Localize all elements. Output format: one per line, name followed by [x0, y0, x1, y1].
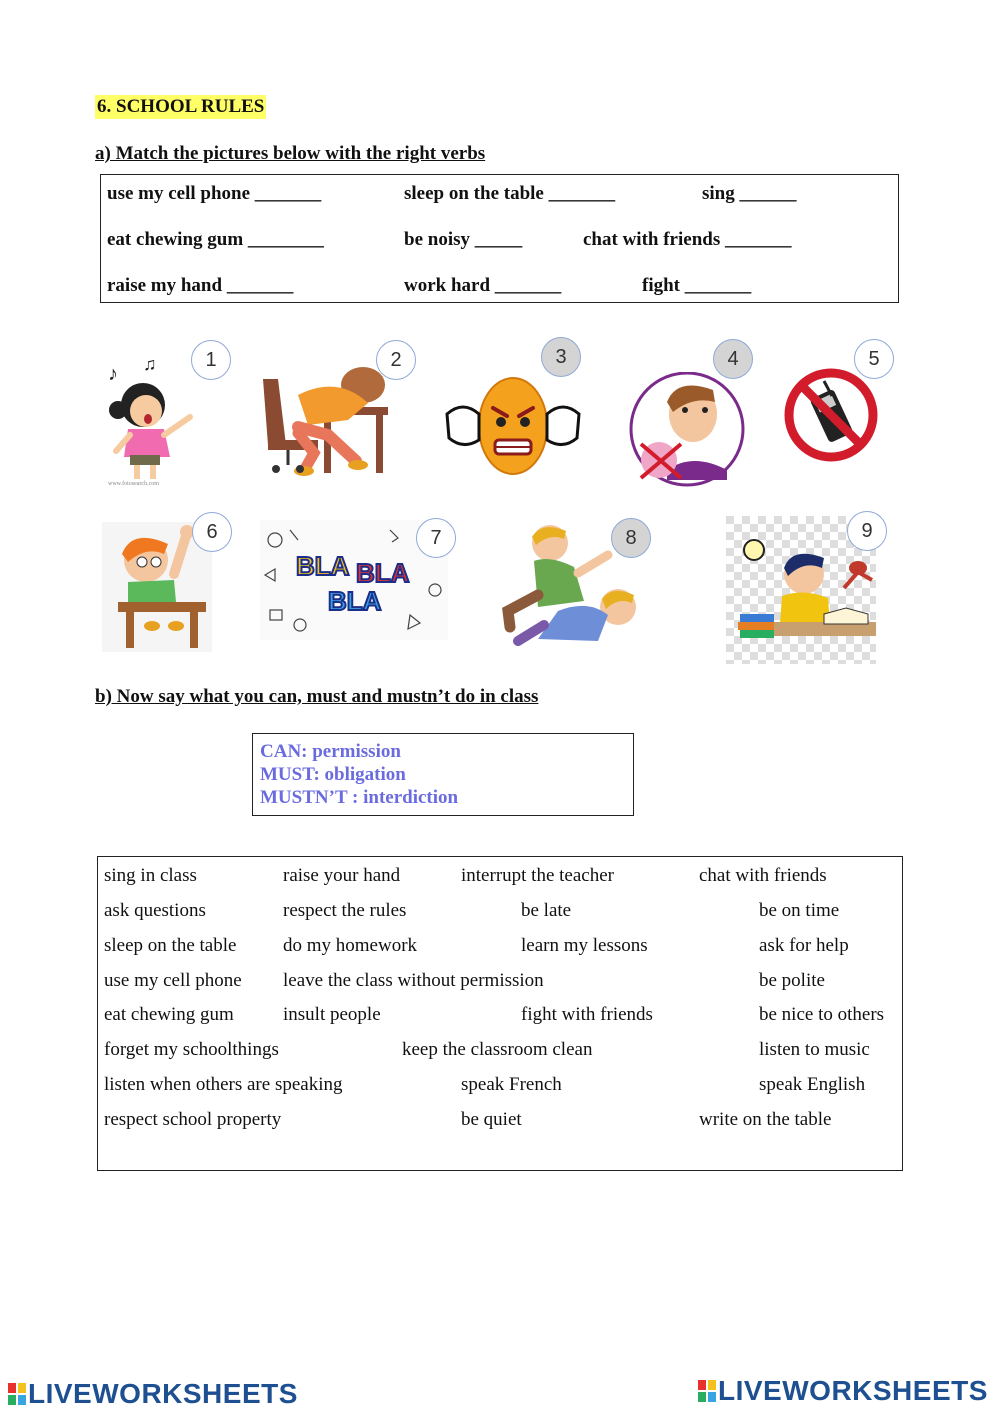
svg-text:www.fotosearch.com: www.fotosearch.com: [108, 481, 159, 487]
legend-must: MUST: obligation: [260, 764, 406, 785]
page-title: 6. SCHOOL RULES: [97, 96, 265, 117]
svg-text:♪: ♪: [108, 363, 118, 385]
section-b-heading: b) Now say what you can, must and mustn’t do in class: [95, 686, 539, 707]
picture-number: 5: [854, 339, 894, 379]
phrase-item: insult people: [283, 1004, 381, 1025]
picture-number: 1: [191, 340, 231, 380]
picture-number: 8: [611, 518, 651, 558]
liveworksheets-logo-left: [8, 1378, 298, 1410]
verb-item: sing ______: [702, 183, 797, 204]
svg-text:BLA: BLA: [296, 551, 350, 581]
liveworksheets-logo-right: [698, 1375, 988, 1407]
picture-number: 9: [847, 511, 887, 551]
phrase-item: fight with friends: [521, 1004, 653, 1025]
phrase-item: keep the classroom clean: [402, 1039, 593, 1060]
verb-item: chat with friends _______: [583, 229, 792, 250]
phrase-item: be late: [521, 900, 572, 921]
no-chewing-gum-icon: [627, 372, 747, 487]
phrases-box: [97, 856, 903, 1171]
phrase-item: be nice to others: [759, 1004, 885, 1025]
picture-number: 4: [713, 339, 753, 379]
phrase-item: be polite: [759, 970, 825, 991]
verb-item: raise my hand _______: [107, 275, 294, 296]
phrase-item: eat chewing gum: [104, 1004, 234, 1025]
verb-item: be noisy _____: [404, 229, 523, 250]
verb-item: fight _______: [642, 275, 752, 296]
phrase-item: listen when others are speaking: [104, 1074, 343, 1095]
phrase-item: sleep on the table: [104, 935, 237, 956]
no-cell-phone-icon: [782, 366, 880, 464]
phrase-item: listen to music: [759, 1039, 870, 1060]
phrase-item: ask questions: [104, 900, 206, 921]
phrase-item: respect the rules: [283, 900, 407, 921]
verb-item: use my cell phone _______: [107, 183, 322, 204]
svg-text:BLA: BLA: [328, 586, 382, 616]
phrase-item: forget my schoolthings: [104, 1039, 279, 1060]
phrase-item: use my cell phone: [104, 970, 242, 991]
picture-number: 3: [541, 337, 581, 377]
phrase-item: respect school property: [104, 1109, 282, 1130]
phrase-item: speak English: [759, 1074, 866, 1095]
picture-number: 7: [416, 518, 456, 558]
phrase-item: leave the class without permission: [283, 970, 544, 991]
liveworksheets-mark-icon: [8, 1383, 26, 1405]
phrase-item: chat with friends: [699, 865, 827, 886]
phrase-item: learn my lessons: [521, 935, 648, 956]
liveworksheets-mark-icon: [698, 1380, 716, 1402]
verb-item: eat chewing gum ________: [107, 229, 324, 250]
modal-legend-box: [252, 733, 634, 816]
verbs-box: [100, 174, 899, 303]
picture-number: 6: [192, 512, 232, 552]
svg-text:BLA: BLA: [356, 558, 410, 588]
verb-item: sleep on the table _______: [404, 183, 616, 204]
legend-can: CAN: permission: [260, 741, 401, 762]
noisy-angry-face-icon: [443, 370, 583, 482]
singing-girl-icon: [98, 355, 213, 487]
picture-number: 2: [376, 340, 416, 380]
verb-item: work hard _______: [404, 275, 562, 296]
logo-text: LIVEWORKSHEETS: [718, 1375, 988, 1406]
phrase-item: ask for help: [759, 935, 849, 956]
phrase-item: write on the table: [699, 1109, 832, 1130]
phrase-item: do my homework: [283, 935, 418, 956]
section-a-heading: a) Match the pictures below with the right verbs: [95, 143, 486, 164]
svg-text:♫: ♫: [143, 355, 157, 374]
phrase-item: be on time: [759, 900, 840, 921]
phrase-item: interrupt the teacher: [461, 865, 614, 886]
phrase-item: be quiet: [461, 1109, 522, 1130]
phrase-item: speak French: [461, 1074, 562, 1095]
sleeping-on-table-icon: [258, 365, 393, 477]
legend-mustnt: MUSTN’T : interdiction: [260, 787, 459, 808]
phrase-item: sing in class: [104, 865, 197, 886]
logo-text: LIVEWORKSHEETS: [28, 1378, 298, 1409]
phrase-item: raise your hand: [283, 865, 401, 886]
